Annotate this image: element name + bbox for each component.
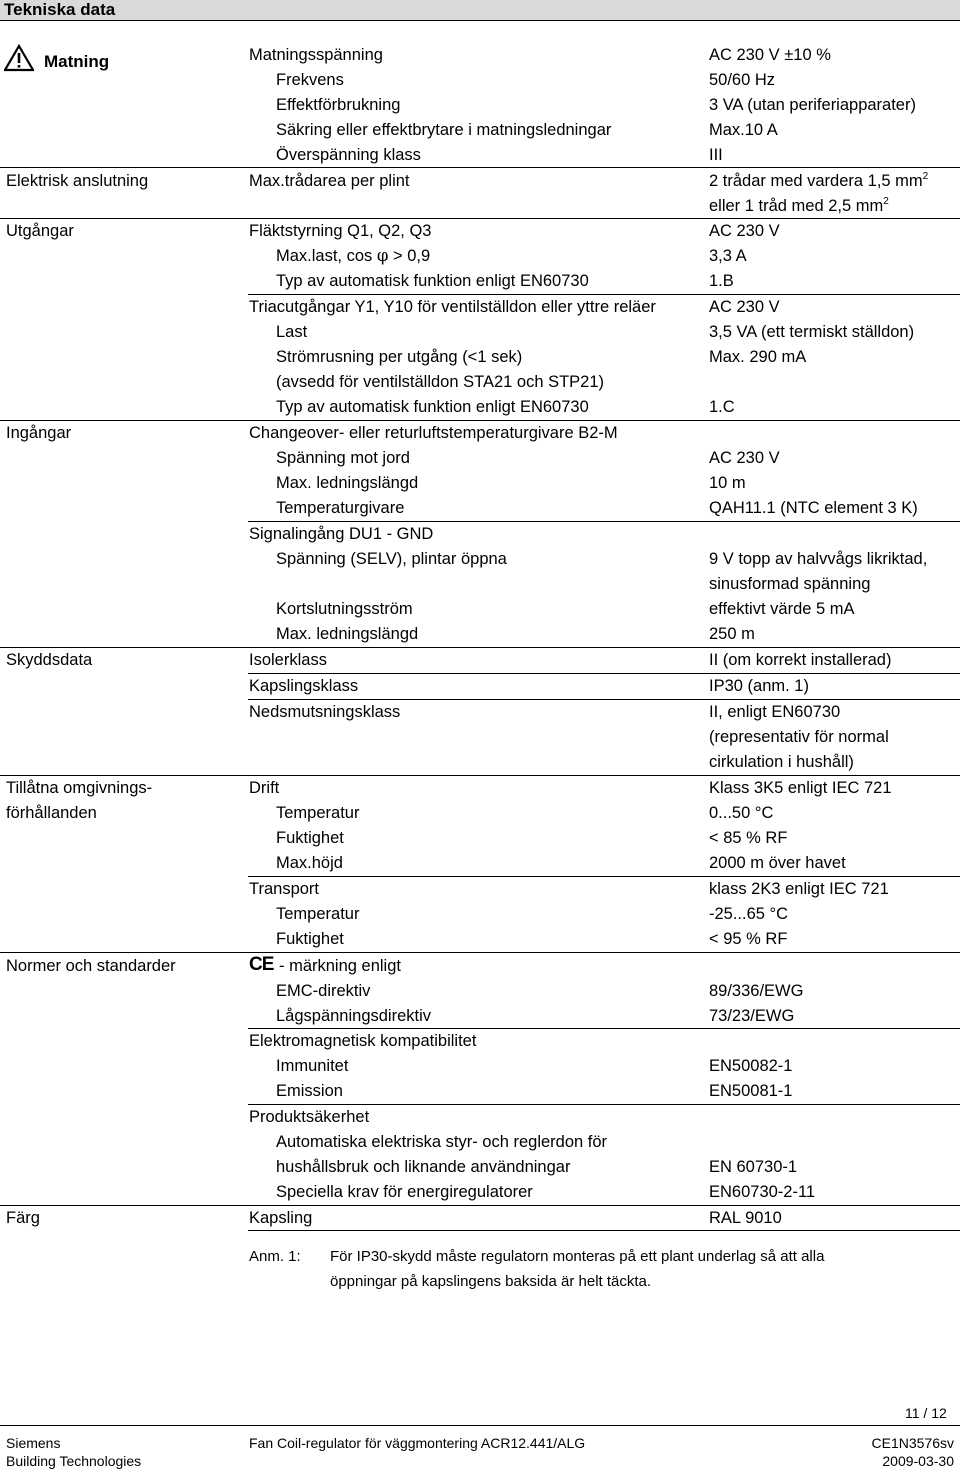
footer-title: Fan Coil-regulator för väggmontering ACR12.441/ALG [249, 1435, 586, 1451]
row-value: RAL 9010 [709, 1209, 782, 1227]
section-ingangar: Ingångar [6, 424, 72, 442]
row-value: II (om korrekt installerad) [709, 651, 892, 669]
row-value: < 95 % RF [709, 930, 788, 948]
row-label: Fuktighet [276, 930, 344, 948]
section-tillatna-1: Tillåtna omgivnings- [6, 779, 153, 797]
row-value: AC 230 V ±10 % [709, 46, 831, 64]
row-label: Speciella krav för energiregulatorer [276, 1183, 533, 1201]
separator [0, 218, 960, 219]
row-value: 3,5 VA (ett termiskt ställdon) [709, 323, 915, 341]
row-label: Immunitet [276, 1057, 349, 1075]
row-value: 250 m [709, 625, 755, 643]
row-value: 1.B [709, 272, 734, 290]
separator [0, 167, 960, 168]
footer-division: Building Technologies [6, 1453, 142, 1469]
page-number: 11 / 12 [905, 1405, 947, 1421]
separator [0, 775, 960, 776]
row-value: AC 230 V [709, 449, 780, 467]
row-label: Överspänning klass [276, 146, 421, 164]
row-value: eller 1 tråd med 2,5 $mm^2$ [709, 196, 889, 215]
row-label: Temperatur [276, 905, 360, 923]
row-label: hushållsbruk och liknande användningar [276, 1158, 571, 1176]
ce-mark-icon: CE [249, 954, 274, 975]
row-value: klass 2K3 enligt IEC 721 [709, 880, 889, 898]
row-label: Transport [249, 880, 319, 898]
row-value: AC 230 V [709, 222, 780, 240]
row-label: Isolerklass [249, 651, 327, 669]
row-label: - märkning enligt [279, 957, 401, 975]
separator [0, 647, 960, 648]
separator [248, 699, 960, 700]
separator [248, 876, 960, 877]
separator [248, 673, 960, 674]
row-label: Spänning mot jord [276, 449, 410, 467]
row-value: Klass 3K5 enligt IEC 721 [709, 779, 892, 797]
row-value: AC 230 V [709, 298, 780, 316]
row-label: (avsedd för ventilställdon STA21 och STP21) [276, 373, 605, 391]
footer-separator [0, 1425, 960, 1426]
row-label: Last [276, 323, 308, 341]
separator [0, 1205, 960, 1206]
separator [248, 1028, 960, 1029]
row-label: Kapsling [249, 1209, 313, 1227]
row-label: Max. ledningslängd [276, 474, 419, 492]
row-label: Emission [276, 1082, 343, 1100]
row-value: 0...50 °C [709, 804, 774, 822]
row-label: Kapslingsklass [249, 677, 359, 695]
section-tillatna-2: förhållanden [6, 804, 97, 822]
row-value: sinusformad spänning [709, 575, 871, 593]
row-value: III [709, 146, 723, 164]
row-label: Typ av automatisk funktion enligt EN60730 [276, 272, 589, 290]
section-farg: Färg [6, 1209, 40, 1227]
row-label: Fuktighet [276, 829, 344, 847]
row-label: Spänning (SELV), plintar öppna [276, 550, 507, 568]
row-label: Effektförbrukning [276, 96, 401, 114]
row-value: QAH11.1 (NTC element 3 K) [709, 499, 918, 517]
row-value: 2000 m över havet [709, 854, 846, 872]
warning-icon [4, 44, 34, 72]
row-label: Produktsäkerhet [249, 1108, 370, 1126]
row-value: EN60730-2-11 [709, 1183, 816, 1201]
note-text: För IP30-skydd måste regulatorn monteras på ett plant underlag så att alla [330, 1248, 825, 1265]
separator [0, 952, 960, 953]
row-value: 3,3 A [709, 247, 747, 265]
footer-doc-id: CE1N3576sv [871, 1435, 954, 1451]
separator [248, 294, 960, 295]
row-label: Automatiska elektriska styr- och reglerdon för [276, 1133, 608, 1151]
row-value: EN50082-1 [709, 1057, 793, 1075]
row-value: 10 m [709, 474, 746, 492]
row-label: Nedsmutsningsklass [249, 703, 401, 721]
header-bar [0, 0, 960, 21]
row-label: Lågspänningsdirektiv [276, 1007, 432, 1025]
row-value: -25...65 °C [709, 905, 789, 923]
row-value: 73/23/EWG [709, 1007, 795, 1025]
row-value: EN50081-1 [709, 1082, 793, 1100]
row-label: Säkring eller effektbrytare i matningsledningar [276, 121, 612, 139]
row-label: Max.trådarea per plint [249, 172, 410, 190]
separator [248, 521, 960, 522]
row-value: Max. 290 mA [709, 348, 807, 366]
row-value: 9 V topp av halvvågs likriktad, [709, 550, 928, 568]
row-label: Drift [249, 779, 280, 797]
separator [0, 420, 960, 421]
section-skyddsdata: Skyddsdata [6, 651, 93, 669]
footer-company: Siemens [6, 1435, 61, 1451]
row-label: Max.höjd [276, 854, 343, 872]
row-value: cirkulation i hushåll) [709, 753, 854, 771]
row-label: Elektromagnetisk kompatibilitet [249, 1032, 477, 1050]
row-label: Fläktstyrning Q1, Q2, Q3 [249, 222, 432, 240]
row-label: Kortslutningsström [276, 600, 413, 618]
row-label: Temperatur [276, 804, 360, 822]
row-value: 2 trådar med vardera 1,5 $mm^2$ [709, 171, 929, 190]
section-elektrisk-anslutning: Elektrisk anslutning [6, 172, 149, 190]
row-label: Typ av automatisk funktion enligt EN60730 [276, 398, 589, 416]
footer-date: 2009-03-30 [882, 1453, 954, 1469]
row-label: Strömrusning per utgång (<1 sek) [276, 348, 523, 366]
separator [248, 1230, 960, 1231]
row-value: IP30 (anm. 1) [709, 677, 809, 695]
row-value: 50/60 Hz [709, 71, 776, 89]
row-value: < 85 % RF [709, 829, 788, 847]
row-value: II, enligt EN60730 [709, 703, 841, 721]
row-label: EMC-direktiv [276, 982, 371, 1000]
row-label: Max.last, cos φ > 0,9 [276, 246, 431, 265]
row-label: Triacutgångar Y1, Y10 för ventilställdon eller yttre reläer [249, 298, 656, 316]
section-utgangar: Utgångar [6, 222, 74, 240]
row-value: (representativ för normal [709, 728, 889, 746]
row-label: Temperaturgivare [276, 499, 405, 517]
section-normer: Normer och standarder [6, 957, 176, 975]
section-matning: Matning [44, 52, 110, 71]
row-label: Signalingång DU1 - GND [249, 525, 434, 543]
row-label: Changeover- eller returluftstemperaturgivare B2-M [249, 424, 618, 442]
row-value: 3 VA (utan periferiapparater) [709, 96, 916, 114]
separator [248, 1104, 960, 1105]
row-label: Matningsspänning [249, 46, 383, 64]
row-value: 89/336/EWG [709, 982, 804, 1000]
row-label: Max. ledningslängd [276, 625, 419, 643]
note-text: öppningar på kapslingens baksida är helt täckta. [330, 1273, 652, 1290]
row-label: Frekvens [276, 71, 344, 89]
row-value: EN 60730-1 [709, 1158, 798, 1176]
row-value: Max.10 A [709, 121, 778, 139]
row-value: effektivt värde 5 mA [709, 600, 855, 618]
page-title: Tekniska data [4, 0, 116, 19]
note-label: Anm. 1: [249, 1248, 301, 1265]
row-value: 1.C [709, 398, 735, 416]
